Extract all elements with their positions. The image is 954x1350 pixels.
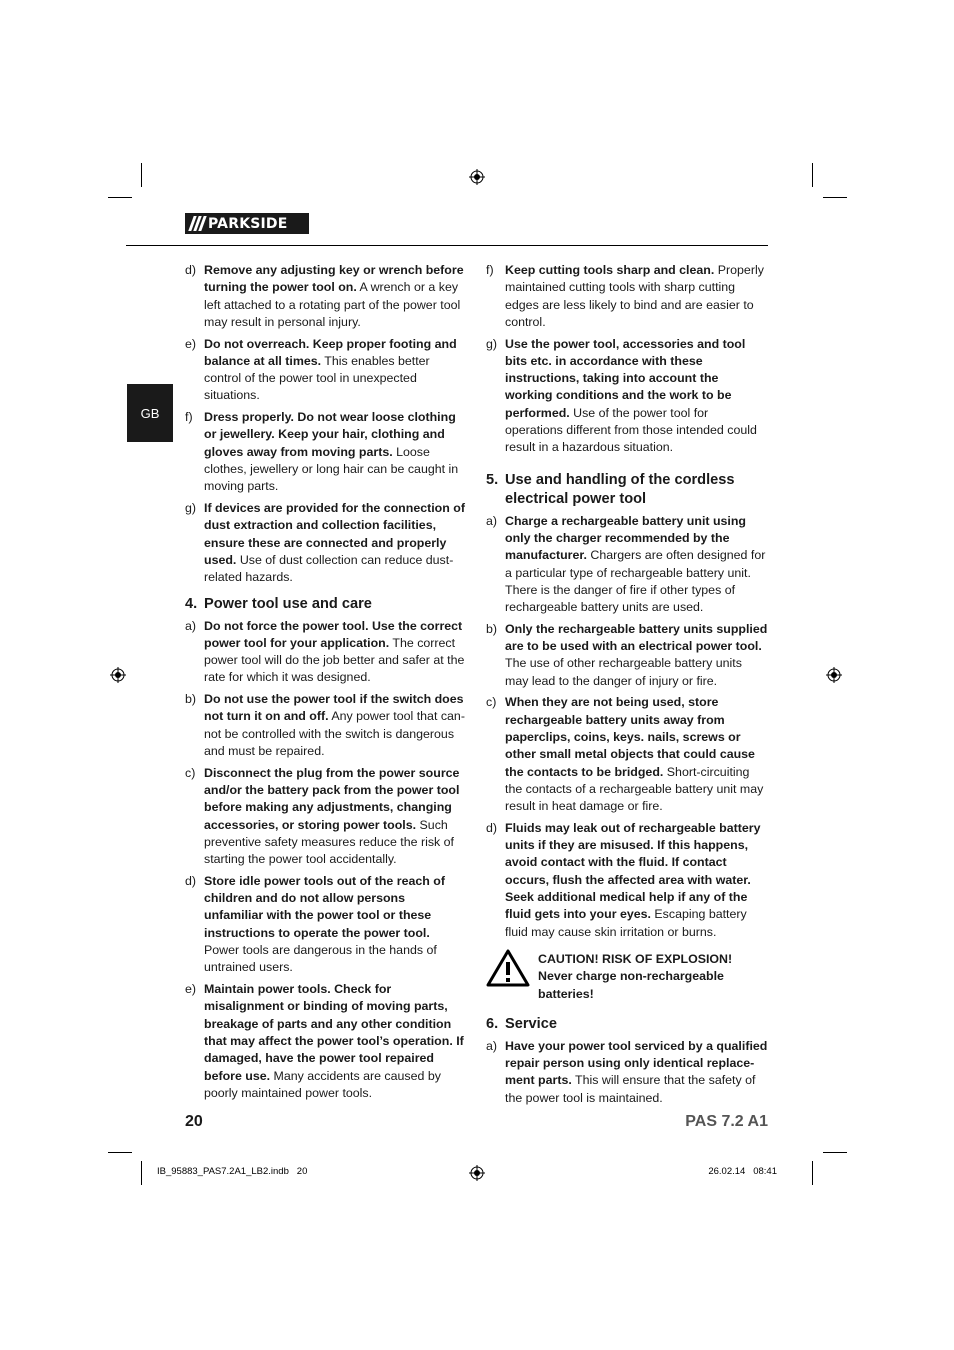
crop-mark [141,163,142,187]
file-info: IB_95883_PAS7.2A1_LB2.indb 20 [157,1166,308,1177]
heading-number: 4. [185,595,198,612]
item-text: A wrench or a key left attached to a rotating part of the power tool may result in personal injury. [204,280,461,329]
list-item [486,1038,768,1107]
item-bold: Do not overreach. Keep proper footing and balance at all times. [204,336,457,368]
item-body [204,765,467,869]
header-rule [126,245,768,246]
language-tab: GB [127,384,173,442]
registration-mark-icon [469,1165,485,1181]
right-column [486,262,768,1111]
logo-stripes-icon [191,216,204,231]
item-body [204,873,467,977]
left-column [185,262,467,1106]
list-item [185,500,467,586]
item-label: c) [486,695,497,710]
item-label: d) [486,820,498,835]
item-label: g) [486,336,498,351]
item-bold: If devices are provided for the connection of dust extraction and collection facilities, ensure these are connected and properly used. [204,501,465,567]
model-name: PAS 7.2 A1 [685,1113,768,1130]
item-label: d) [185,263,197,277]
item-text: Properly maintained cutting tools with sharp cutting edges are less likely to bind and are easier to control. [505,263,764,329]
item-body [204,618,467,687]
crop-mark [812,1161,813,1185]
item-bold: Fluids may leak out of rechargeable battery units if they are misused. If this happens, avoid contact with the fluid. If contact occurs, flush the affected area with water. Seek additional medical help if any of the fluid gets into your eyes. [505,820,761,922]
item-bold: Store idle power tools out of the reach of children and do not allow persons unfamiliar with the power tool or these instructions to operate the power tool. [204,873,445,940]
list-item [185,691,467,760]
crop-mark [141,1161,142,1185]
item-body [204,262,467,331]
section-heading [486,471,768,509]
item-text: Many accidents are caused by poorly maintained power tools. [204,1068,441,1100]
item-list-c [486,1038,768,1107]
list-item [185,765,467,869]
list-item [185,981,467,1102]
item-bold: Dress properly. Do not wear loose clothing or jewellery. Keep your hair, clothing and gloves away from moving parts. [204,410,456,459]
section-heading [185,595,467,614]
heading-title: Service [505,1015,557,1032]
item-list-a [185,262,467,587]
item-text: Short-circuiting the contacts of a rechargeable battery unit may result in heat damage or fire. [505,764,764,814]
item-text: Loose clothes, jewellery or long hair can be caught in moving parts. [204,444,459,494]
list-item [486,513,768,617]
item-body [505,1038,768,1107]
print-date: 26.02.14 08:41 [708,1166,777,1177]
item-list-b [185,618,467,1103]
registration-mark-icon [110,667,126,683]
item-body [505,513,768,617]
item-body [505,621,768,690]
crop-mark [108,197,132,198]
section-heading [486,1015,768,1034]
item-body [204,981,467,1102]
item-label: d) [185,873,197,888]
list-item [486,820,768,941]
item-list-b [486,513,768,941]
item-label: f) [185,410,193,425]
item-bold: Only the rechargeable battery units supplied are to be used with an electrical power tool. [505,621,768,654]
item-text: Use of the power tool for operations different from those intended could result in a hazardous situation. [505,405,757,455]
item-label: a) [486,1038,498,1053]
list-item [486,694,768,815]
item-bold: Use the power tool, accessories and tool bits etc. in accordance with these instructions, taking into account the working conditions and the work to be performed. [505,336,746,420]
item-text: The use of other rechargeable battery units may lead to the danger of injury or fire. [505,656,742,688]
item-bold: Do not force the power tool. Use the correct power tool for your application. [204,618,463,650]
item-text: Use of dust collection can reduce dust-related hazards. [204,552,454,585]
item-body [204,500,467,586]
item-body [204,409,467,495]
item-label: e) [185,982,197,997]
heading-number: 6. [486,1015,499,1032]
item-text: Chargers are often designed for a particular type of rechargeable battery unit. There is the danger of fire if other types of rechargeable battery units are used. [505,548,766,615]
registration-mark-icon [469,169,485,185]
list-item [486,621,768,690]
item-label: g) [185,501,197,516]
item-text: Such preventive safety measures reduce the risk of starting the power tool accidentally. [204,817,454,867]
list-item [486,262,768,331]
crop-mark [823,1152,847,1153]
item-body [505,820,768,941]
brand-name: PARKSIDE [208,215,288,232]
item-label: c) [185,765,196,780]
item-bold: Have your power tool serviced by a qualified repair person using only identical replacement parts. [505,1038,768,1088]
crop-mark [823,197,847,198]
registration-mark-icon [826,667,842,683]
heading-number: 5. [486,471,499,488]
page-number: 20 [185,1113,203,1130]
item-body [505,336,768,457]
item-label: e) [185,336,197,351]
item-bold: Disconnect the plug from the power source and/or the battery pack from the power tool before making any adjustments, changing accessories, or storing power tools. [204,765,460,832]
crop-mark [108,1152,132,1153]
item-body [204,691,467,760]
item-body [505,694,768,815]
item-list-a [486,262,768,457]
item-label: a) [486,513,498,528]
warning-triangle-icon [486,949,530,987]
crop-mark [812,163,813,187]
brand-logo [185,213,309,234]
item-bold: Keep cutting tools sharp and clean. [505,263,715,277]
item-label: b) [185,692,197,707]
list-item [185,409,467,495]
item-body [505,262,768,331]
item-text: Any power tool that cannot be controlled with the switch is dangerous and must be repaired. [204,709,465,758]
item-label: b) [486,621,498,636]
list-item [185,873,467,977]
item-bold: Maintain power tools. Check for misalignment or binding of moving parts, breakage of parts and any other condition that may affect the power tool’s operation. If damaged, have the power tool repaired before use. [204,982,464,1083]
caution-text: CAUTION! RISK OF EXPLOSION! Never charge non-rechargeable batteries! [538,951,733,1001]
item-bold: Charge a rechargeable battery unit using only the charger recommended by the manufacturer. [505,513,746,563]
item-bold: Remove any adjusting key or wrench before turning the power tool on. [204,263,464,295]
item-text: The correct power tool will do the job better and safer at the rate for which it was designed. [204,635,465,685]
item-bold: Do not use the power tool if the switch does not turn it on and off. [204,692,464,724]
item-text: Power tools are dangerous in the hands of untrained users. [204,943,437,975]
item-label: a) [185,618,197,633]
item-text: This enables better control of the power tool in unexpected situations. [204,353,430,403]
item-bold: When they are not being used, store rechargeable battery units away from paperclips, coins, keys. nails, screws or other small metal objects that could cause the contacts to be bridged. [505,695,755,779]
list-item [185,262,467,331]
item-body [204,336,467,405]
heading-title: Use and handling of the cordless electrical power tool [505,471,735,507]
heading-title: Power tool use and care [204,595,372,612]
list-item [185,336,467,405]
item-text: Escaping battery fluid may cause skin irritation or burns. [505,907,747,939]
item-text: This will ensure that the safety of the power tool is maintained. [505,1073,756,1105]
item-label: f) [486,263,494,277]
list-item [486,336,768,457]
list-item [185,618,467,687]
caution-box [486,951,768,1003]
